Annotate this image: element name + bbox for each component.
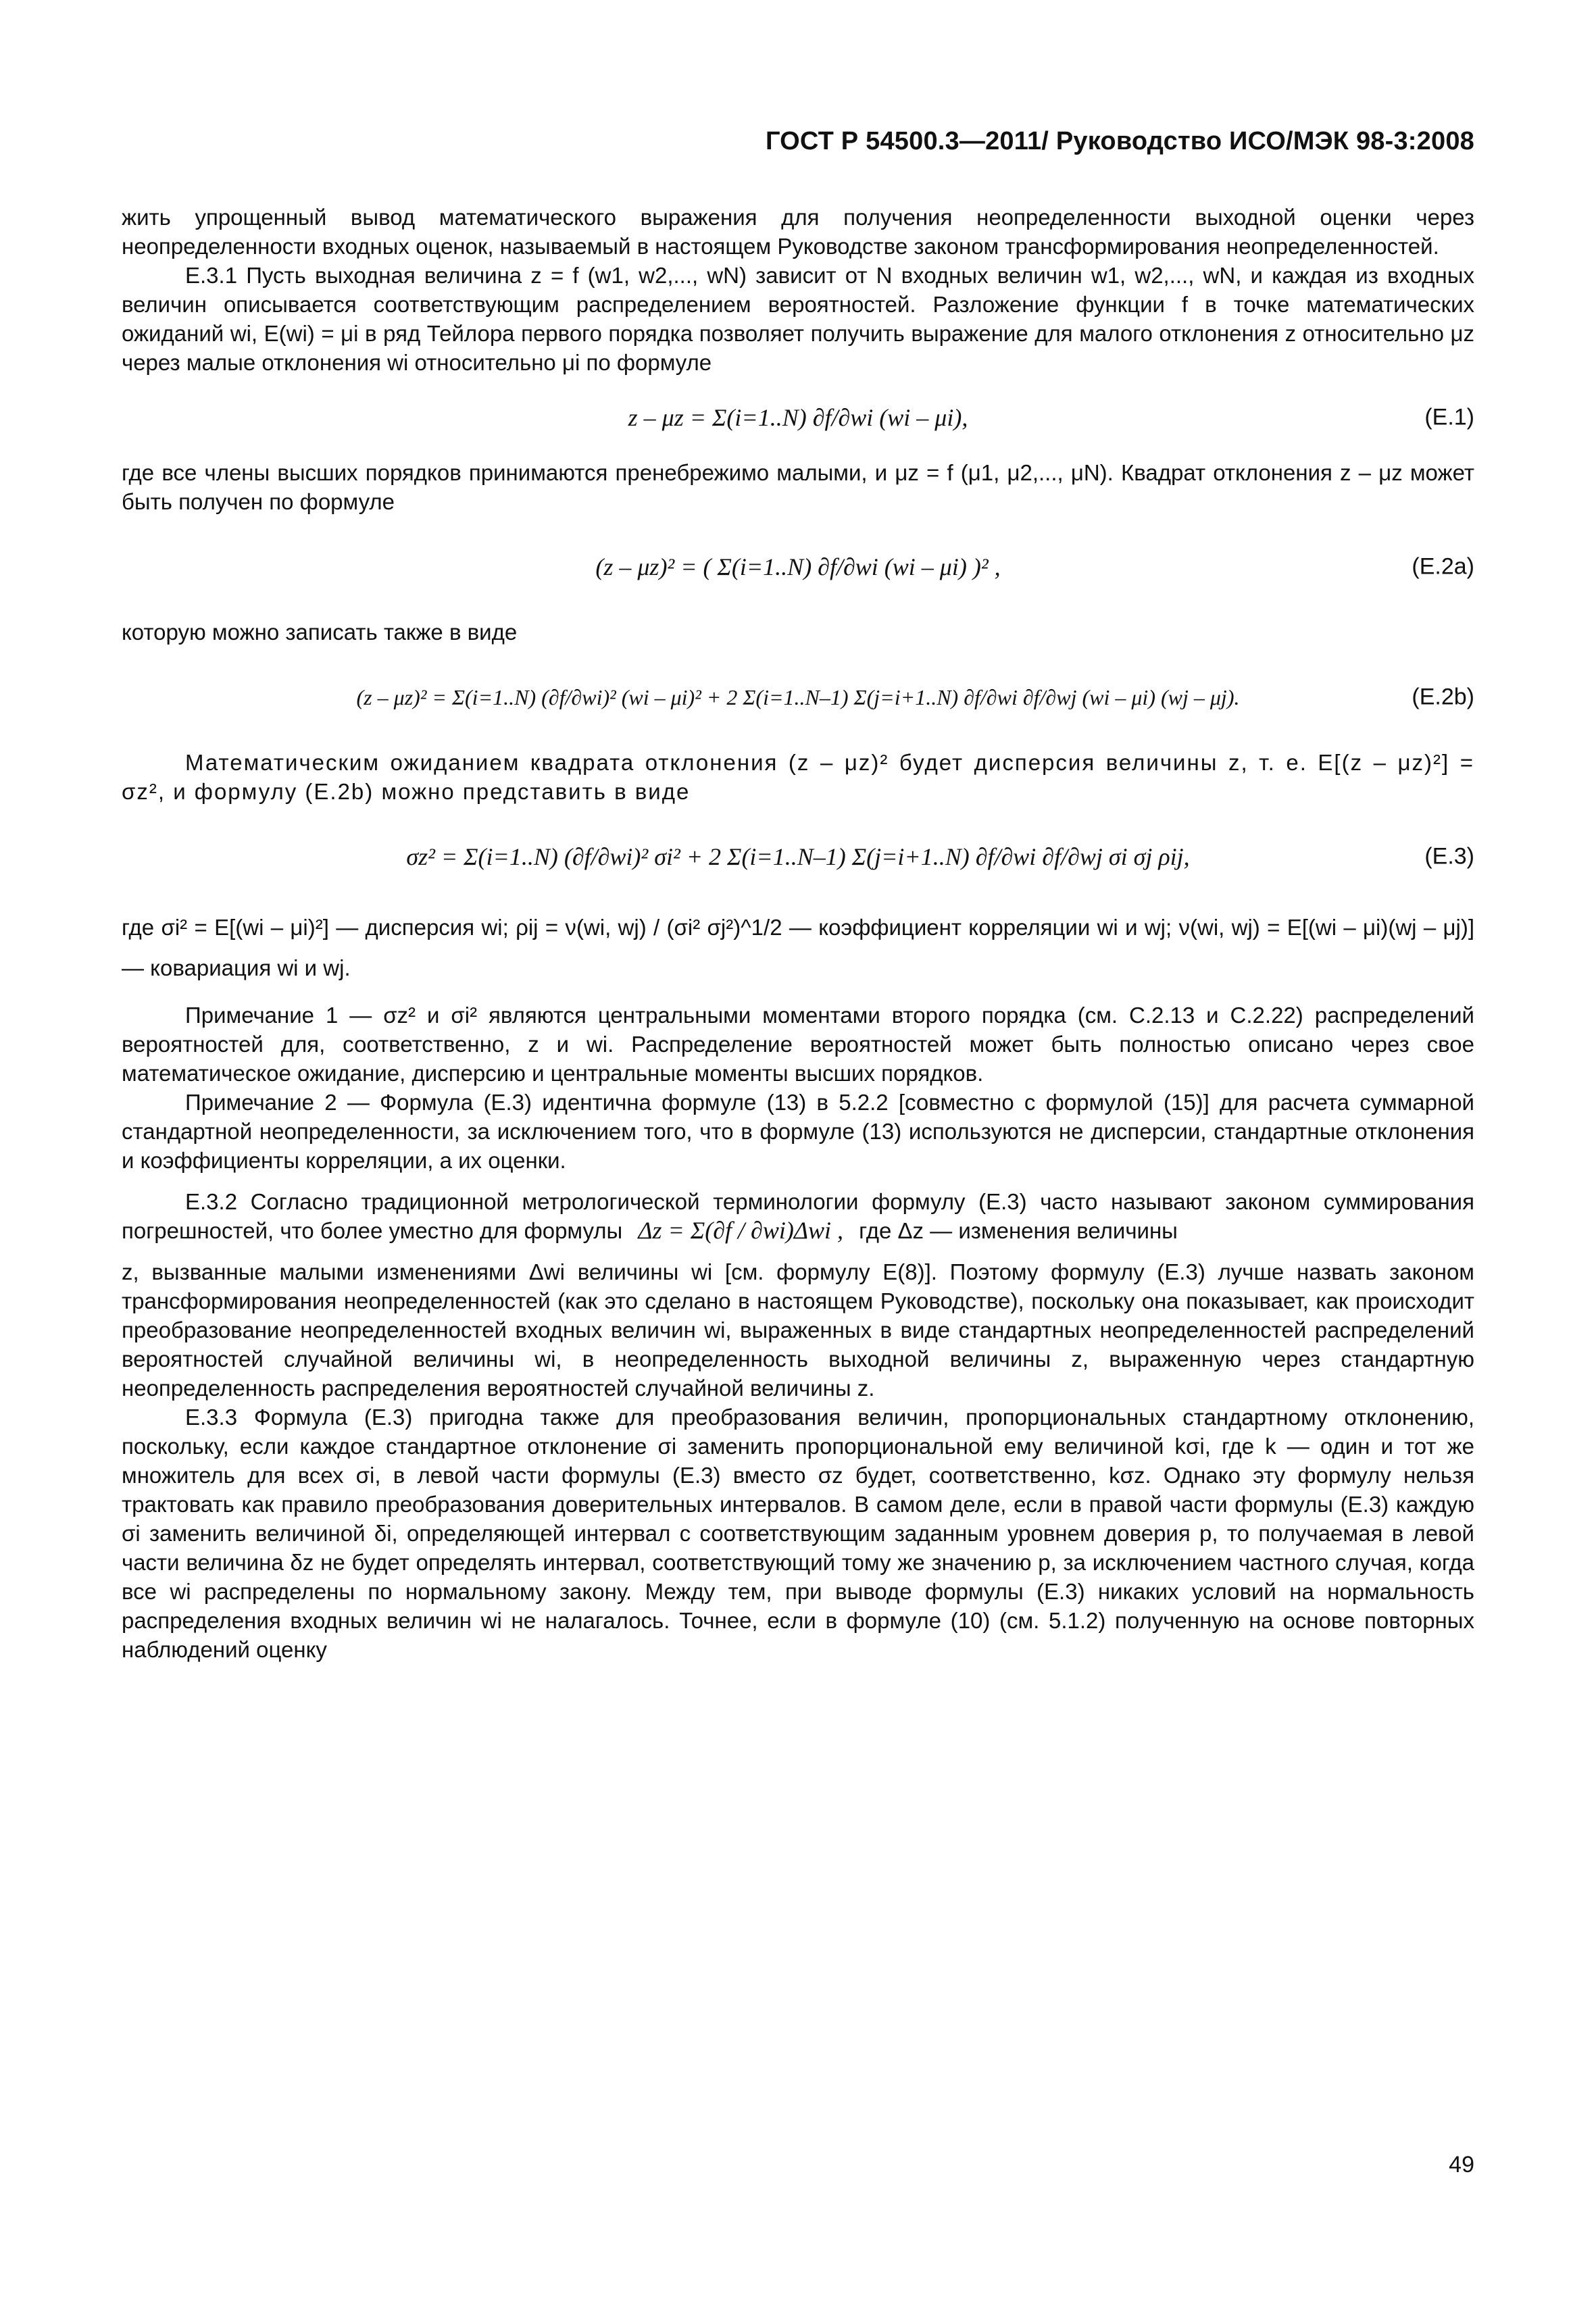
document-header: ГОСТ Р 54500.3—2011/ Руководство ИСО/МЭК 98-3:2008 bbox=[765, 127, 1474, 155]
formula-number: (Е.2a) bbox=[1412, 553, 1474, 580]
inline-formula: Δz = Σ(∂f / ∂wi)Δwi , bbox=[638, 1217, 843, 1244]
paragraph: где все члены высших порядков принимаются пренебрежимо малыми, и μz = f (μ1, μ2,..., μN). Квадрат отклонения z – μz может быть получен по формуле bbox=[122, 460, 1474, 514]
notes bbox=[122, 1001, 1474, 1175]
formula-number: (Е.3) bbox=[1424, 843, 1474, 870]
paragraph-e31: Е.3.1 Пусть выходная величина z = f (w1, w2,..., wN) зависит от N входных величин w1, w2,..., wN, и каждая из входных величин описывается соответствующим распределением вероятностей. Разложение функции f в точке математических ожиданий wi, E(wi) = μi в ряд Тейлора первого порядка позволяет получить выражение для малого отклонения z относительно μz через малые отклонения wi относительно μi по формуле bbox=[122, 263, 1474, 375]
paragraph: где σi² = E[(wi – μi)²] — дисперсия wi; ρij = ν(wi, wj) / (σi² σj²)^1/2 — коэффициент корреляции wi и wj; ν(wi, wj) = E[(wi – μi)(wj – μj)] — ковариация wi и wj. bbox=[122, 915, 1474, 980]
formula-expression: (z – μz)² = ( Σ(i=1..N) ∂f/∂wi (wi – μi) )² , bbox=[595, 553, 1001, 580]
formula-expression: σz² = Σ(i=1..N) (∂f/∂wi)² σi² + 2 Σ(i=1..N–1) Σ(j=i+1..N) ∂f/∂wi ∂f/∂wj σi σj ρij, bbox=[406, 842, 1190, 870]
paragraph-e33: Е.3.3 Формула (Е.3) пригодна также для преобразования величин, пропорциональных стандартному отклонению, поскольку, если каждое стандартное отклонение σi заменить пропорциональной ему величиной kσi, где k — один и тот же множитель для всех σi, в левой части формулы (Е.3) вместо σz будет, соответственно, kσz. Однако эту формулу нельзя трактовать как правило преобразования доверительных интервалов. В самом деле, если в правой части формулы (Е.3) каждую σi заменить величиной δi, определяющей интервал с соответствующим заданным уровнем доверия p, то получаемая в левой части величина δz не будет определять интервал, соответствующий тому же значению p, за исключением частного случая, когда все wi распределены по нормальному закону. Между тем, при выводе формулы (Е.3) никаких условий на нормальность распределения входных величин wi не налагалось. Точнее, если в формуле (10) (см. 5.1.2) полученную на основе повторных наблюдений оценку bbox=[122, 1405, 1474, 1662]
formula-e3 bbox=[122, 806, 1474, 907]
formula-number: (Е.1) bbox=[1424, 404, 1474, 430]
formula-expression: z – μz = Σ(i=1..N) ∂f/∂wi (wi – μi), bbox=[628, 403, 968, 431]
formula-e1 bbox=[122, 377, 1474, 458]
formula-e2a bbox=[122, 516, 1474, 618]
paragraph: Математическим ожиданием квадрата отклонения (z – μz)² будет дисперсия величины z, т. е. E[(z – μz)²] = σz², и формулу (Е.2b) можно представить в виде bbox=[122, 750, 1474, 804]
note-1: Примечание 1 — σz² и σi² являются центральными моментами второго порядка (см. С.2.13 и С.2.22) распределений вероятностей для, соответственно, z и wi. Распределение вероятностей может быть полностью описано через свое математическое ожидание, дисперсию и центральные моменты высших порядков. bbox=[122, 1003, 1474, 1086]
formula-number: (Е.2b) bbox=[1412, 684, 1474, 710]
formula-expression: (z – μz)² = Σ(i=1..N) (∂f/∂wi)² (wi – μi)² + 2 Σ(i=1..N–1) Σ(j=i+1..N) ∂f/∂wi ∂f/∂wj (wi – μi) (wj – μj). bbox=[356, 684, 1240, 709]
paragraph: жить упрощенный вывод математического выражения для получения неопределенности выходной оценки через неопределенности входных оценок, называемый в настоящем Руководстве законом трансформирования неопределенностей. bbox=[122, 205, 1474, 259]
paragraph: z, вызванные малыми изменениями Δwi величины wi [см. формулу Е(8)]. Поэтому формулу (Е.3) лучше назвать законом трансформирования неопределенностей (как это сделано в настоящем Руководстве), поскольку она показывает, как происходит преобразование неопределенностей входных величин wi, выраженных в виде стандартных неопределенностей распределений вероятностей случайной величины wi, в неопределенность выходной величины z, выраженную через стандартную неопределенность распределения вероятностей случайной величины z. bbox=[122, 1259, 1474, 1401]
paragraph: которую можно записать также в виде bbox=[122, 620, 518, 645]
note-2: Примечание 2 — Формула (Е.3) идентична формуле (13) в 5.2.2 [совместно с формулой (15)] для расчета суммарной стандартной неопределенности, за исключением того, что в формуле (13) используются не дисперсии, стандартные отклонения и коэффициенты корреляции, а их оценки. bbox=[122, 1090, 1474, 1173]
page-number: 49 bbox=[1449, 2152, 1474, 2178]
document-body bbox=[122, 203, 1474, 1664]
paragraph-e32: Е.3.2 Согласно традиционной метрологической терминологии формулу (Е.3) часто называют законом суммирования погрешностей, что более уместно для формулы Δz = Σ(∂f / ∂wi)Δwi , где Δz — изменения величины bbox=[122, 1189, 1474, 1244]
formula-e2b bbox=[122, 647, 1474, 748]
